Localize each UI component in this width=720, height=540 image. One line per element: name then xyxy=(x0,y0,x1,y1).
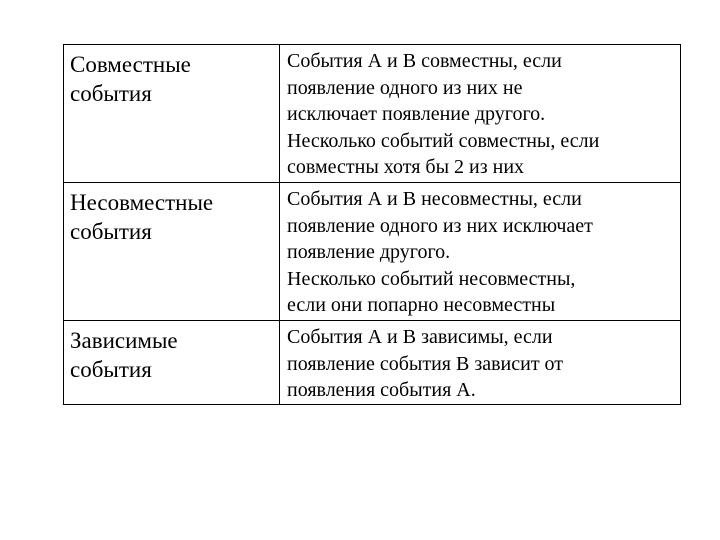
definitions-table xyxy=(63,44,681,405)
term-cell xyxy=(64,183,280,321)
definition-line: появления события А. xyxy=(287,379,476,401)
term-text xyxy=(64,183,279,246)
definition-text xyxy=(280,183,680,319)
definition-cell xyxy=(280,183,681,321)
definition-line: Несколько событий несовместны, xyxy=(287,267,576,290)
definition-text xyxy=(280,45,680,181)
definition-line: появление другого. xyxy=(287,241,451,263)
definition-line: События А и В несовместны, если xyxy=(287,188,582,210)
term-text xyxy=(64,321,279,384)
definition-cell xyxy=(280,321,681,405)
term-line: Совместные xyxy=(70,52,191,77)
definition-line: События А и В зависимы, если xyxy=(287,326,553,348)
definition-line: если они попарно несовместны xyxy=(287,294,556,316)
definition-line: исключает появление другого. xyxy=(287,103,546,125)
term-line: события xyxy=(70,357,152,382)
table-row xyxy=(64,45,681,183)
term-line: Несовместные xyxy=(70,190,214,215)
definition-line: События А и В совместны, если xyxy=(287,50,562,72)
term-line: Зависимые xyxy=(70,328,178,353)
definition-line: Несколько событий совместны, если xyxy=(287,129,600,152)
definition-text xyxy=(280,321,680,404)
definition-line: появление события В зависит от xyxy=(287,352,564,375)
term-cell xyxy=(64,45,280,183)
term-line: события xyxy=(70,81,152,106)
table-row xyxy=(64,183,681,321)
term-line: события xyxy=(70,219,152,244)
definition-line: появление одного из них не xyxy=(287,76,523,99)
term-cell xyxy=(64,321,280,405)
definition-line: появление одного из них исключает xyxy=(287,214,593,237)
table-row xyxy=(64,321,681,405)
definition-line: совместны хотя бы 2 из них xyxy=(287,156,525,178)
term-text xyxy=(64,45,279,108)
definition-cell xyxy=(280,45,681,183)
